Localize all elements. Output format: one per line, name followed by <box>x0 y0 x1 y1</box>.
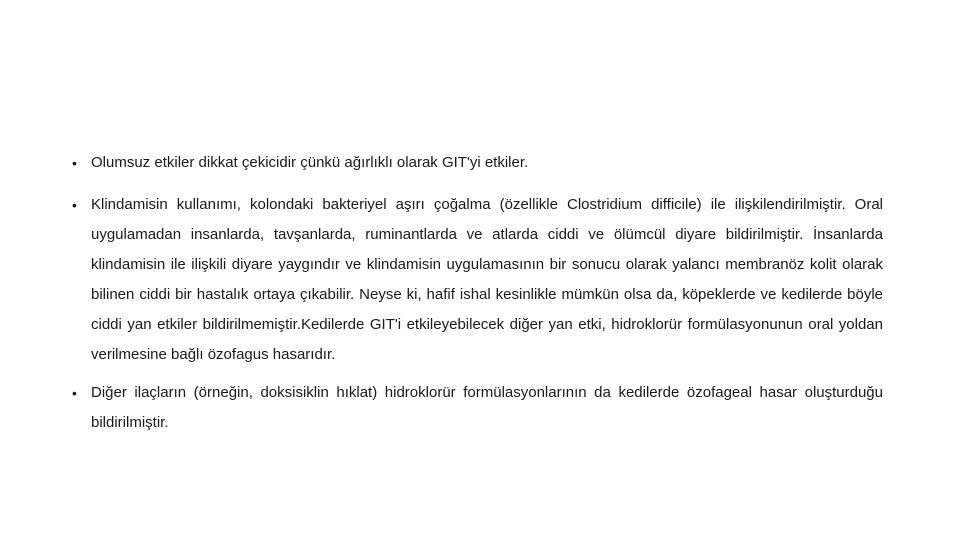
bullet-item-clindamycin-use: • Klindamisin kullanımı, kolondaki bakteriyel aşırı çoğalma (özellikle Clostridium difficile) ile ilişkilendirilmiştir. Oral uygulamadan insanlarda, tavşanlarda, ruminantlarda ve atlarda ciddi ve ölümcül diyare bildirilmiştir. İnsanlarda klindamisin ile ilişkili diyare yaygındır ve klindamisin uygulamasının bir sonucu olarak yalancı membranöz kolit olarak bilinen ciddi bir hastalık ortaya çıkabilir. Neyse ki, hafif ishal kesinlikle mümkün olsa da, köpeklerde ve kedilerde böyle ciddi yan etkiler bildirilmemiştir.Kedilerde GIT'i etkileyebilecek diğer yan etki, hidroklorür formülasyonunun oral yoldan verilmesine bağlı özofagus hasarıdır. <box>72 190 883 370</box>
bullet-item-adverse-effects: • Olumsuz etkiler dikkat çekicidir çünkü ağırlıklı olarak GIT'yi etkiler. <box>72 148 883 178</box>
bullet-list <box>72 148 883 446</box>
bullet-item-other-drugs: • Diğer ilaçların (örneğin, doksisiklin hıklat) hidroklorür formülasyonlarının da kedilerde özofageal hasar oluşturduğu bildirilmiştir. <box>72 378 883 438</box>
